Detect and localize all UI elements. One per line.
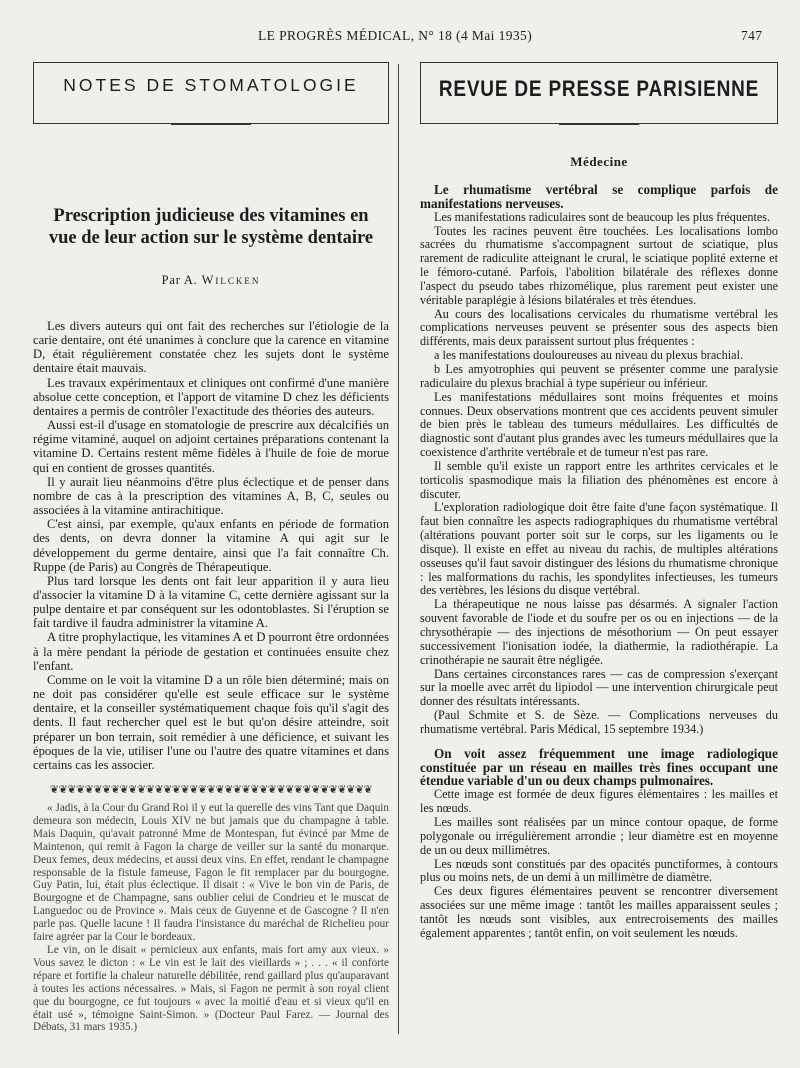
paragraph: Il y aurait lieu néanmoins d'être plus éclectique et de penser dans nombre de cas à la prescription des vitamines A, B, C, seules ou associées à la vitamine antirachitique.	[33, 474, 389, 518]
paragraph: Aussi est-il d'usage en stomatologie de prescrire aux décalcifiés un régime vitaminé, auquel on adjoint certaines préparations contenant la vitamine D. Certains restent même fidèles à l'huile de foie de morue qui en contient de grosses quantités.	[33, 418, 389, 475]
paragraph: Les nœuds sont constitués par des opacités punctiformes, à contours plus ou moins nets, de un demi à un millimètre de diamètre.	[420, 856, 778, 885]
paragraph: A titre prophylactique, les vitamines A et D pourront être ordonnées à la mère pendant la période de gestation et continuées ensuite chez l'enfant.	[33, 630, 389, 673]
paragraph: L'exploration radiologique doit être faite d'une façon systématique. Il faut bien connaître les aspects radiographiques du rhumatisme vertébral (altérations pouvant porter soit sur le corps, sur les ligaments ou le disque). Il existe en effet au niveau du rachis, de multiples altérations osseuses qu'il faut savoir distinguer des lésions du rhumatisme chronique : les malformations du rachis, les spondylites infectieuses, les tumeurs des vertèbres, les lésions du disque vertébral.	[420, 500, 778, 598]
paragraph: Toutes les racines peuvent être touchées. Les localisations lombo sacrées du rhumatisme s'accompagnent surtout de sciatique, plus rarement de radiculite atteignant le crural, le sciatique poplité externe et le fémoro-cutané. Parfois, l'abolition bilatérale des réflexes donne l'aspect du pseudo tabes rhizomélique, plus rarement peut exister une véritable paraplégie à lésions bilatérales et très étendues.	[420, 223, 778, 307]
right-column	[420, 64, 778, 941]
section-header-notes	[33, 62, 389, 124]
byline	[33, 273, 389, 288]
paragraph: Plus tard lorsque les dents ont fait leur apparition il y aura lieu d'associer la vitamine D à la vitamine C, cette dernière agissant sur la pulpe dentaire et par conséquent sur les odontoblastes. Si l'éruption se fait tardive il faudra administrer la vitamine A.	[33, 573, 389, 631]
running-title: LE PROGRÈS MÉDICAL, N° 18 (4 Mai 1935)	[258, 28, 533, 43]
paragraph: Cette image est formée de deux figures élémentaires : les mailles et les nœuds.	[420, 787, 778, 816]
article-lede: On voit assez fréquemment une image radiologique constituée par un réseau en mailles très fines occupant une étendue variable d'un ou deux champs pulmonaires.	[420, 745, 778, 789]
paragraph: Les mailles sont réalisées par un mince contour opaque, de forme polygonale ou irrégulièrement arrondie ; leur diamètre est en moyenne de un ou deux millimètres.	[420, 814, 778, 857]
quote-paragraph: Le vin, on le disait « pernicieux aux enfants, mais fort amy aux vieux. » Vous savez le dicton : « Le vin est le lait des vieillards » ; . . . « il conforte répare et fortifie la chaleur naturelle débilitée, rend gaillard plus qu'auparavant à toutes les actions nécessaires. » Mais, si Fagon ne permit à son royal client que du bourgogne, ce fut toujours « avec la moitié d'eau et si vieux qu'il en était usé », témoigne Saint-Simon. » (Docteur Paul Farez. — Journal des Débats, 31 mars 1935.)	[33, 943, 389, 1034]
article-body	[33, 319, 389, 772]
paragraph: Il semble qu'il existe un rapport entre les arthrites cervicales et le torticolis spasmodique mais la filiation des phénomènes est encore à discuter.	[420, 458, 778, 501]
byline-author: Wilcken	[201, 273, 261, 287]
paragraph: Les manifestations radiculaires sont de beaucoup les plus fréquentes.	[434, 209, 771, 224]
paragraph: a les manifestations douloureuses au niveau du plexus brachial.	[434, 348, 744, 363]
column-divider	[398, 64, 399, 1034]
title-rule	[171, 124, 251, 125]
paragraph: Les manifestations médullaires sont moins fréquentes et moins connues. Deux observations montrent que ces accidents peuvent simuler de bien près le tableau des tumeurs médullaires. Les difficultés de diagnostic sont d'autant plus grandes avec les tumeurs médullaires que la coexistence d'arthrite vertébrale et de tumeur n'est pas rare.	[420, 389, 778, 460]
paragraph: Comme on le voit la vitamine D a un rôle bien déterminé; mais on ne doit pas considérer qu'elle est seule efficace sur le système dentaire, et la conseiller systématiquement chaque fois qu'il s'agit des dents. Il faut rechercher quel est le but qu'on désire atteindre, soit préparer un bon terrain, soit remédier à une déficience, et suivant les époques de la vie, utiliser l'une ou l'autre des quatre vitamines et dans certains cas les associer.	[33, 672, 389, 772]
page-number: 747	[741, 28, 763, 43]
paragraph: Les divers auteurs qui ont fait des recherches sur l'étiologie de la carie dentaire, ont été unanimes à conclure que la carence en vitamine D, était régulièrement constatée chez les sujets dont le système dentaire était mauvais.	[33, 319, 389, 376]
title-rule	[559, 124, 639, 125]
citation: (Paul Schmite et S. de Sèze. — Complications nerveuses du rhumatisme vertébral. Paris Médical, 15 septembre 1934.)	[420, 708, 778, 736]
paragraph: Ces deux figures élémentaires peuvent se rencontrer diversement associées sur une même image : tantôt les mailles apparaissent seules ; tantôt les nœuds sont visibles, aux entrecroisements des mailles également apparentes ; tantôt enfin, on voit seulement les nœuds.	[420, 884, 778, 940]
left-column	[33, 64, 389, 1034]
rubric-medecine: Médecine	[570, 154, 628, 169]
paragraph: b Les amyotrophies qui peuvent se présenter comme une paralysie radiculaire du plexus brachial à type supérieur ou inférieur.	[420, 361, 778, 390]
paragraph: C'est ainsi, par exemple, qu'aux enfants en période de formation des dents, on devra donner la vitamine A qui agit sur le développement du germe dentaire, ainsi que l'a fait connaître Ch. Ruppe (de Paris) au Congrès de Thérapeutique.	[33, 517, 389, 574]
paragraph: Dans certaines circonstances rares — cas de compression s'exerçant sur la moelle avec arrêt du lipiodol — une intervention chirurgicale peut donner des résultats intéressants.	[420, 666, 778, 709]
paragraph: Au cours des localisations cervicales du rhumatisme vertébral les complications nerveuses peuvent se présenter sous des aspects bien différents, mais deux paraissent surtout plus fréquentes :	[420, 306, 778, 349]
section-header-revue	[420, 62, 778, 124]
section-title: NOTES DE STOMATOLOGIE	[63, 75, 359, 95]
paragraph: Les travaux expérimentaux et cliniques ont confirmé d'une manière absolue cette conception, et l'apport de vitamine D chez les déficients dentaires a permis de contrôler l'exactitude des théories des auteurs.	[33, 375, 389, 418]
article-lede: Le rhumatisme vertébral se complique parfois de manifestations nerveuses.	[420, 182, 778, 211]
quote-paragraph: « Jadis, à la Cour du Grand Roi il y eut la querelle des vins Tant que Daquin demeura son médecin, Louis XIV ne but jamais que du champagne à table. Mais Daquin, qu'avait patronné Mme de Montespan, fut évincé par Mme de Maintenon, qui remit à Fagon la charge de veiller sur la santé du monarque. Deux femes, deux médecins, et aussi deux vins. En effet, rendant le champagne responsable de la fistule fameuse, Fagon le fit remplacer par du bourgogne. Guy Patin, lui, était plus éclectique. Il disait : « Vive le bon vin de Paris, de Bourgogne et de Champagne, sans oublier celui de Condrieu et le muscat de Languedoc ou de Province ». Mais ceux de Guyenne et de Gascogne ? Il n'en parle pas. Quelle lacune ! Il faudra l'insistance du maréchal de Richelieu pour faire agréer par la Cour le bordeaux.	[33, 802, 389, 944]
byline-prefix: Par A.	[161, 273, 198, 287]
article-title: Prescription judicieuse des vitamines en vue de leur action sur le système dentaire	[48, 206, 374, 248]
section-title: REVUE DE PRESSE PARISIENNE	[438, 77, 760, 102]
paragraph: La thérapeutique ne nous laisse pas désarmés. A signaler l'action souvent favorable de l'iode et du soufre per os ou en injections — de la chrysothérapie — des injections de mésothorium — On peut essayer successivement l'ionisation iodée, la diathermie, la radiothérapie. La crinothérapie ne saurait être négligée.	[420, 597, 778, 667]
quotation-block	[33, 802, 389, 1034]
press-review-body	[420, 183, 778, 941]
running-header	[0, 28, 800, 48]
ornament-divider: ❦❦❦❦❦❦❦❦❦❦❦❦❦❦❦❦❦❦❦❦❦❦❦❦❦❦❦❦❦❦❦❦❦❦❦❦❦	[49, 784, 373, 795]
